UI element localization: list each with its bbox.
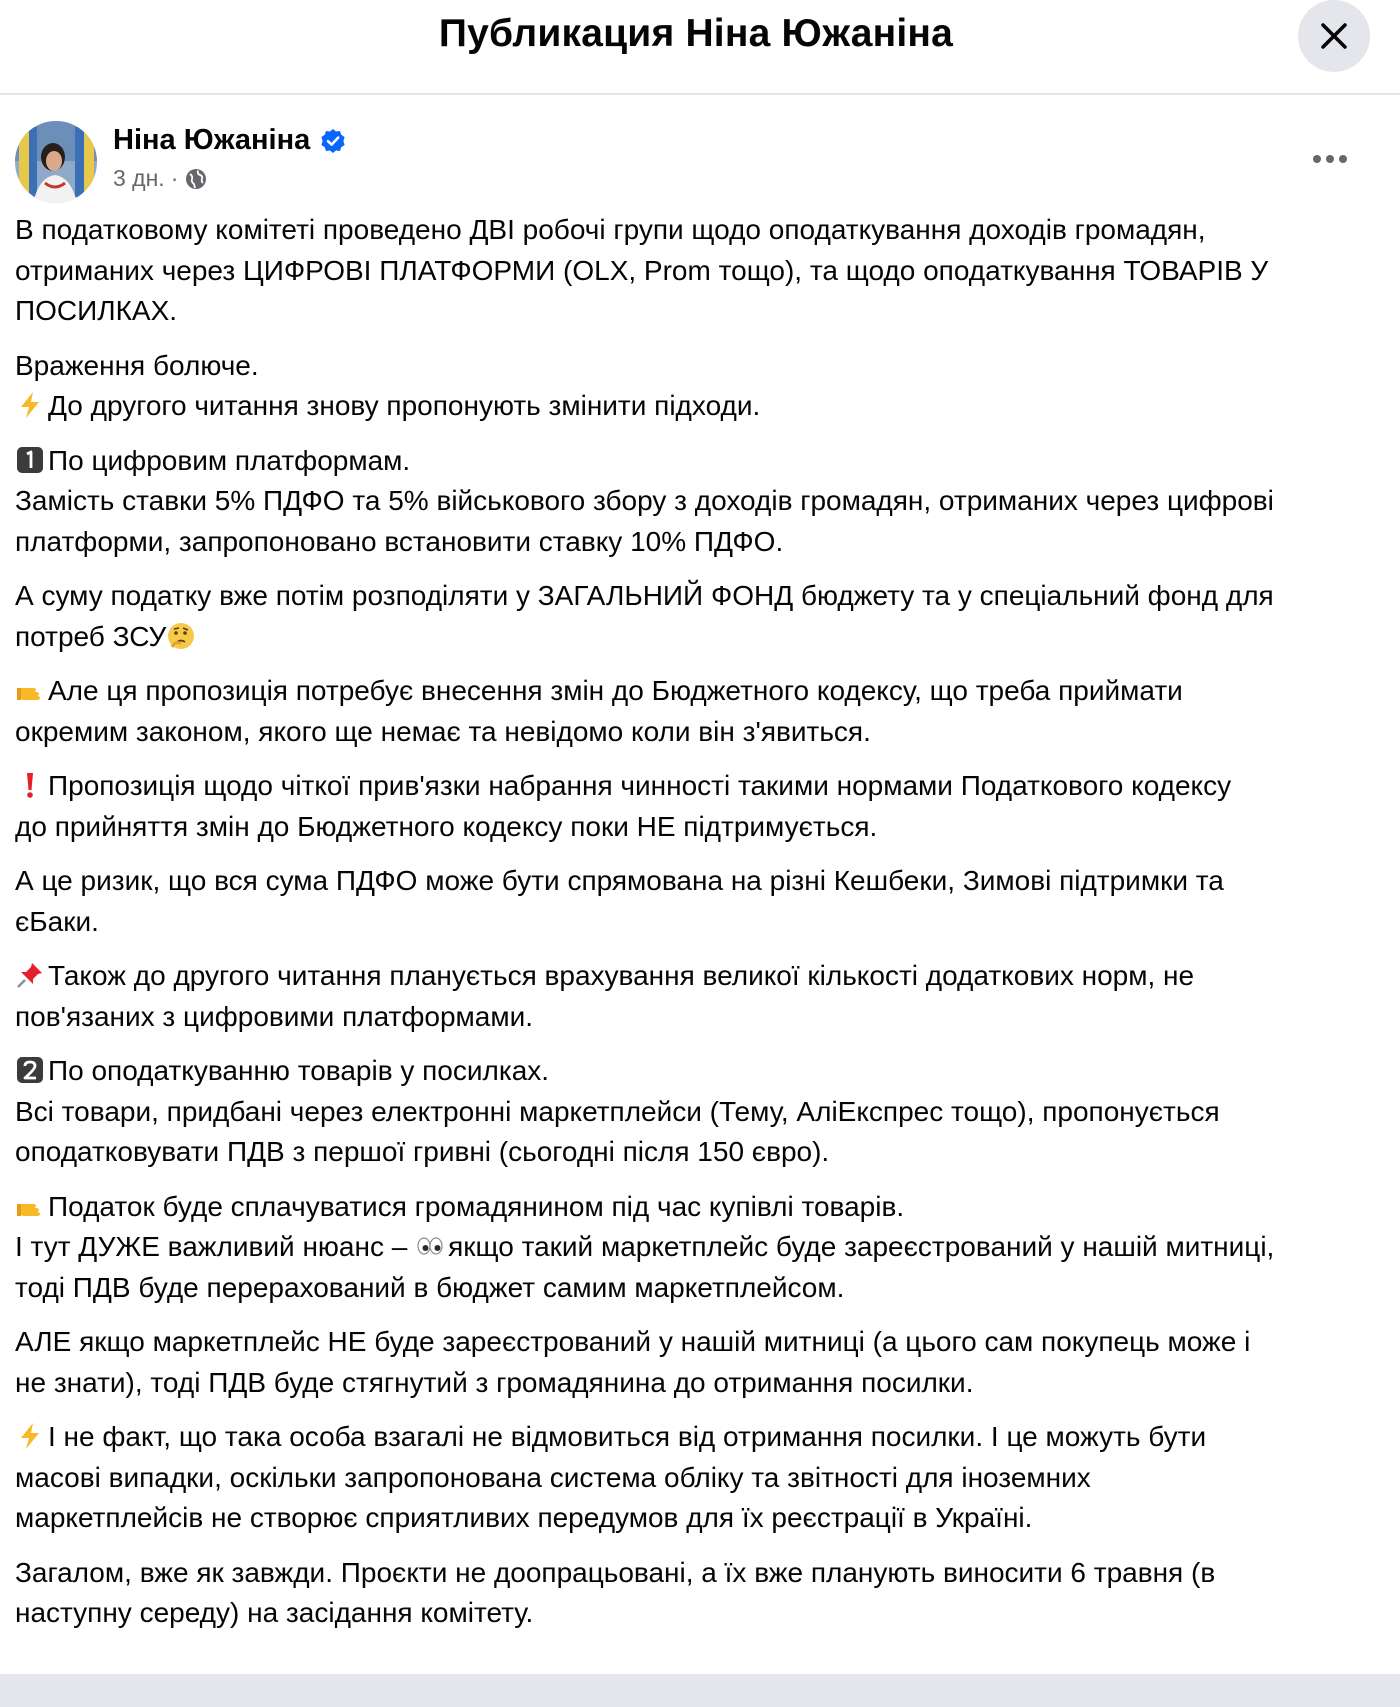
paragraph-11: АЛЕ якщо маркетплейс НЕ буде зареєстрований у нашій митниці (а цього сам покупець може і не знати), тоді ПДВ буде стягнутий з громадянина до отримання посилки.: [15, 1326, 1251, 1398]
dialog-title: Публикация Ніна Южаніна: [438, 11, 954, 55]
pointing-hand-emoji-icon: [15, 675, 45, 705]
post-meta: [113, 165, 208, 192]
paragraph-9: По оподаткуванню товарів у посилках. Всі товари, придбані через електронні маркетплейси (Тему, АліЕкспрес тощо), пропонується оподатковувати ПДВ з першої гривні (сьогодні після 150 євро).: [15, 1055, 1220, 1167]
lightning-emoji-icon: [15, 1421, 45, 1451]
paragraph-10: Податок буде сплачуватися громадянином під час купівлі товарів. І тут ДУЖЕ важливий нюанс – якщо такий маркетплейс буде зареєстрований у нашій митниці, тоді ПДВ буде перерахований в бюджет самим маркетплейсом.: [15, 1190, 1275, 1303]
avatar[interactable]: [15, 121, 97, 203]
post-text: [15, 210, 1385, 1648]
author-name[interactable]: [113, 124, 346, 157]
author-name-text[interactable]: Ніна Южаніна: [113, 124, 311, 156]
paragraph-2: Враження болюче. До другого читання знову пропонують змінити підходи.: [15, 349, 761, 421]
meta-separator: ·: [170, 165, 179, 191]
paragraph-8: Також до другого читання планується врахування великої кількості додаткових норм, не пов'язаних з цифровими платформами.: [15, 960, 1195, 1032]
more-options-icon: [1312, 154, 1348, 164]
thinking-face-emoji-icon: [166, 621, 196, 651]
paragraph-12: І не факт, що така особа взагалі не відмовиться від отримання посилки. І це можуть бути масові випадки, оскільки запропонована система обліку та звітності для іноземних маркетплейсів не створює сприятливих передумов для їх реєстрації в Україні.: [15, 1421, 1207, 1533]
verified-badge-icon: [320, 128, 346, 154]
paragraph-13: Загалом, вже як завжди. Проєкти не доопрацьовані, а їх вже планують виносити 6 травня (в наступну середу) на засідання комітету.: [15, 1556, 1216, 1628]
paragraph-4: А суму податку вже потім розподіляти у ЗАГАЛЬНИЙ ФОНД бюджету та у спеціальний фонд для потреб ЗСУ: [15, 580, 1274, 652]
paragraph-1: В податковому комітеті проведено ДВІ робочі групи щодо оподаткування доходів громадян, отриманих через ЦИФРОВІ ПЛАТФОРМИ (OLX, Prom тощо), та щодо оподаткування ТОВАРІВ У ПОСИЛКАХ.: [15, 214, 1269, 326]
close-icon: [1319, 21, 1349, 51]
paragraph-3: По цифровим платформам. Замість ставки 5% ПДФО та 5% військового збору з доходів громадян, отриманих через цифрові платформи, запропоновано встановити ставку 10% ПДФО.: [15, 444, 1274, 557]
dialog-header: [0, 0, 1400, 95]
paragraph-5: Але ця пропозиція потребує внесення змін до Бюджетного кодексу, що треба приймати окремим законом, якого ще немає та невідомо коли він з'явиться.: [15, 675, 1183, 747]
globe-icon[interactable]: [184, 167, 208, 191]
pointing-hand-emoji-icon: [15, 1191, 45, 1221]
more-options-button[interactable]: [1300, 141, 1360, 177]
exclamation-emoji-icon: [15, 770, 45, 800]
lightning-emoji-icon: [15, 390, 45, 420]
close-button[interactable]: [1298, 0, 1370, 72]
paragraph-6: Пропозиція щодо чіткої прив'язки набрання чинності такими нормами Податкового кодексу до прийняття змін до Бюджетного кодексу поки НЕ підтримується.: [15, 770, 1232, 842]
keycap-one-emoji-icon: [15, 445, 45, 475]
keycap-two-emoji-icon: [15, 1055, 45, 1085]
post-header: [0, 121, 1400, 211]
paragraph-7: А це ризик, що вся сума ПДФО може бути спрямована на різні Кешбеки, Зимові підтримки та єБаки.: [15, 865, 1224, 937]
pushpin-emoji-icon: [15, 960, 45, 990]
eyes-emoji-icon: [415, 1231, 445, 1261]
post-time[interactable]: 3 дн.: [113, 165, 165, 191]
